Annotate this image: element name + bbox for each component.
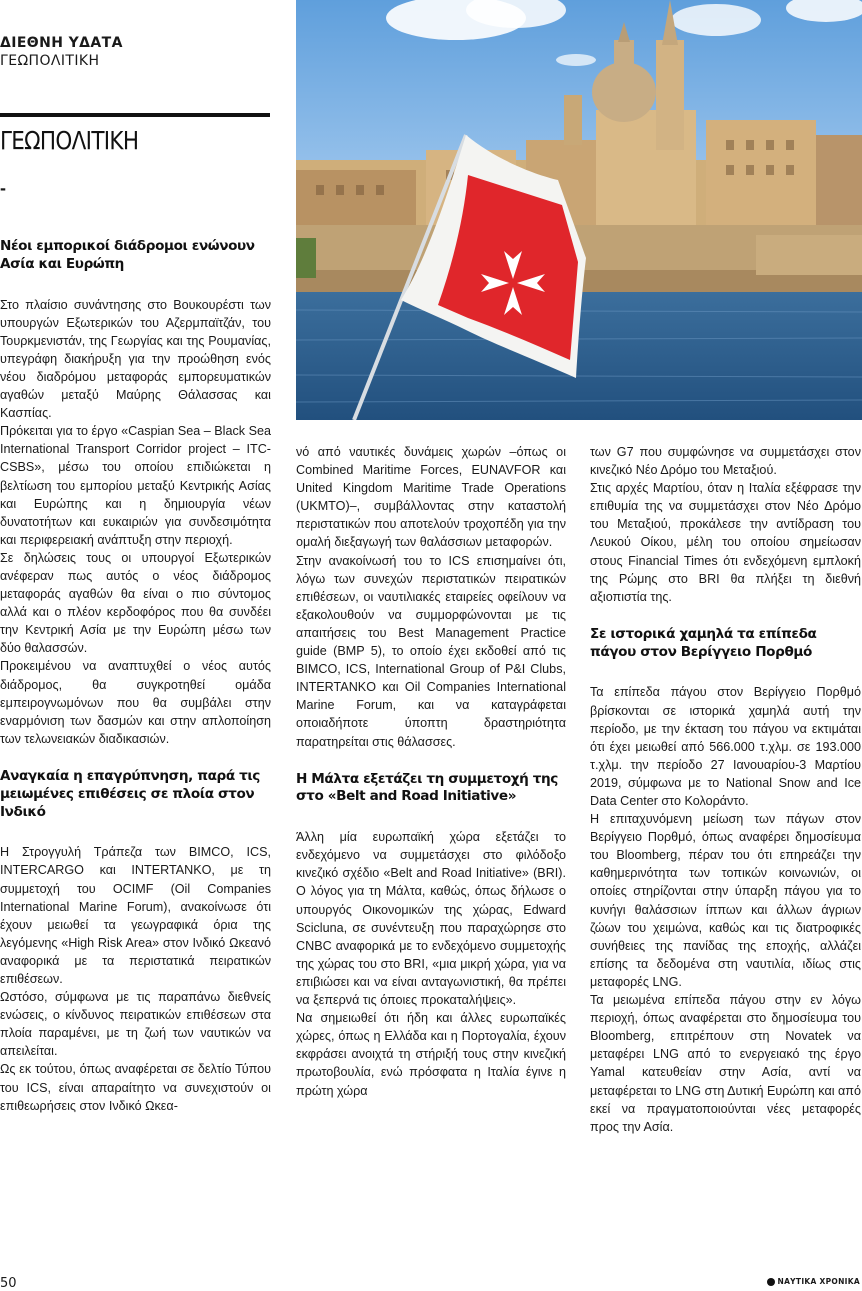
article-column-3 [590,443,861,1136]
section-name: ΔΙΕΘΝΗ ΥΔΑΤΑ [0,35,123,51]
title-dash: - [0,178,6,198]
paragraph: Σε δηλώσεις τους οι υπουργοί Εξωτερικών ανέφεραν πως αυτός ο νέος διάδρομος μεταφοράς αγαθών θα είναι ο πιο σύντομος αλλά και ο πλέον κερδοφόρος που θα συνδέει την Κεντρική Ασία με την Ευρώπη μέσω των δύο θαλασσών. [0,550,271,656]
paragraph: Τα επίπεδα πάγου στον Βερίγγειο Πορθμό βρίσκονται σε ιστορικά χαμηλά αυτή την περίοδο, με την έκταση του πάγου να εκτιμάται ότι έχει μειωθεί από 566.000 τ.χλμ. σε 193.000 τ.χλμ. την περίοδο 27 Ιανουαρίου-3 Μαρτίου 2019, σύμφωνα με το National Snow and Ice Data Center στο Κολοράντο. [590,685,861,808]
paragraph: Στο πλαίσιο συνάντησης στο Βουκουρέστι των υπουργών Εξωτερικών του Αζερμπαϊτζάν, του Τουρκμενιστάν, της Γεωργίας και της Ρουμανίας, υπεγράφη διακήρυξη για την προώθηση ενός νέου διαδρόμου μεταφοράς εμπορευματικών αγαθών μεταξύ Μαύρης Θάλασσας και Κασπίας. [0,297,271,421]
brand-name: ΝΑΥΤΙΚΑ ΧΡΟΝΙΚΑ [777,1277,860,1286]
paragraph: Να σημειωθεί ότι ήδη και άλλες ευρωπαϊκές χώρες, όπως η Ελλάδα και η Πορτογαλία, έχουν εκφράσει ανοιχτά τη στήριξή τους στην κινεζική πρωτοβουλία, ενώ πρόσφατα η Ιταλία έγινε η πρώτη χώρα [296,1011,566,1098]
footer-brand [767,1277,861,1286]
subsection-name: ΓΕΩΠΟΛΙΤΙΚΗ [0,53,100,69]
heading-new-trade-corridors: Νέοι εμπορικοί διάδρομοι ενώνουν Ασία και Ευρώπη [0,238,255,272]
article-column-2 [296,443,566,1100]
brand-logo-icon [767,1278,775,1286]
paragraph: Τα μειωμένα επίπεδα πάγου στην εν λόγω περιοχή, όπως αναφέρεται στο δημοσίευμα του Bloomberg, επιτρέπουν στη Novatek να μεταφέρει LNG από το ενεργειακό της έργο Yamal κατευθείαν στην Ασία, αντί να μεταφέρεται το LNG στη Δυτική Ευρώπη και από εκεί να πραγματοποιούνται νέες μεταφορές προς την Ασία. [590,993,861,1134]
page-number: 50 [0,1276,17,1291]
paragraph: Η επιταχυνόμενη μείωση των πάγων στον Βερίγγειο Πορθμό, όπως αναφέρει δημοσίευμα του Bloomberg, πέραν του ότι επηρεάζει την καθημερινότητα των τοπικών κοινωνιών, οι οποίες στηρίζονται στην ύπαρξη πάγου για το κυνήγι θαλάσσιων ίππων και άλλων άγριων ζώων του χειμώνα, καθώς και τις διατροφικές συνήθειες της πανίδας της εποχής, αλλάζει επίσης τα δεδομένα στη ναυτιλία, ιδίως στις μεταφορές LNG. [590,812,861,989]
heading-malta-belt-and-road: Η Μάλτα εξετάζει τη συμμετοχή της στο «Belt and Road Initiative» [296,770,558,805]
paragraph: Στις αρχές Μαρτίου, όταν η Ιταλία εξέφρασε την επιθυμία της να συμμετάσχει στον Νέο Δρόμο του Μεταξιού, προκάλεσε την αντίδραση του Λευκού Οίκου, μέλη του οποίου σημείωσαν στους Financial Times ότι ενδεχόμενη εμπλοκή της Ρώμης στο BRI θα πλήξει τη διεθνή αξιοπιστία της. [590,481,861,604]
heading-bering-strait-ice: Σε ιστορικά χαμηλά τα επίπεδα πάγου στον Βερίγγειο Πορθμό [590,625,817,660]
section-header [0,34,270,70]
paragraph: νό από ναυτικές δυνάμεις χωρών –όπως οι Combined Maritime Forces, EUNAVFOR και United Kingdom Maritime Trade Operations (UKMTO)–, συμβάλλοντας στην καταστολή περιστατικών που αποτελούν τροχοπέδη για την ομαλή διεξαγωγή των θαλάσσιων μεταφορών. [296,445,566,550]
paragraph: των G7 που συμφώνησε να συμμετάσχει στον κινεζικό Νέο Δρόμο του Μεταξιού. [590,445,861,478]
paragraph: Άλλη μία ευρωπαϊκή χώρα εξετάζει το ενδεχόμενο να συμμετάσχει στο φιλόδοξο κινεζικό σχέδιο «Belt and Road Initiative» (BRI). Ο λόγος για τη Μάλτα, καθώς, όπως δήλωσε ο υπουργός Οικονομικών της χώρας, Edward Scicluna, σε συνέντευξη που παραχώρησε στο CNBC αναφορικά με το ενδεχόμενο συμμετοχής της χώρας του στο BRI, «μια μικρή χώρα, για να επιβιώσει και να είναι ανταγωνιστική, θα πρέπει να ξεπερνά τις όποιες προκαταλήψεις». [296,830,566,1008]
malta-flag-photo [296,0,862,420]
paragraph: Πρόκειται για το έργο «Caspian Sea – Black Sea International Transport Corridor project – ITC-CSBS», μέσω του οποίου επιδιώκεται η βελτίωση του εμπορίου μεταξύ Κεντρικής Ασίας και Ευρώπης και η δημιουργία νέων δυνατοτήτων και ευκαιριών για συνδεσιμότητα και περιφερειακή ανάπτυξη στην περιοχή. [0,424,271,547]
paragraph: Ως εκ τούτου, όπως αναφέρεται σε δελτίο Τύπου του ICS, είναι απαραίτητο να συνεχιστούν οι επιθεωρήσεις στον Ινδικό Ωκεα- [0,1062,271,1113]
title-rule [0,113,270,117]
page-title: ΓΕΩΠΟΛΙΤΙΚΗ [0,126,139,155]
paragraph: Ωστόσο, σύμφωνα με τις παραπάνω διεθνείς ενώσεις, ο κίνδυνος πειρατικών επιθέσεων στα πλοία παραμένει, με τη ζωή των ναυτικών να απειλείται. [0,990,271,1059]
heading-indian-ocean-piracy: Αναγκαία η επαγρύπνηση, παρά τις μειωμένες επιθέσεις σε πλοία στον Ινδικό [0,767,260,820]
paragraph: Στην ανακοίνωσή του το ICS επισημαίνει ότι, λόγω των συνεχών περιστατικών πειρατικών επιθέσεων, οι ναυτιλιακές εταιρείες οφείλουν να εξακολουθούν να συμμορφώνονται με τις απαιτήσεις του Best Management Practice guide (BMP 5), το οποίο έχει εκδοθεί από τις BIMCO, ICS, International Group of P&I Clubs, INTERTANKO και Oil Companies International Marine Forum, και να καταγράφεται οποιαδήποτε ύποπτη δραστηριότητα παρατηρείται στις θάλασσες. [296,553,566,749]
paragraph: Η Στρογγυλή Τράπεζα των BIMCO, ICS, INTERCARGO και INTERTANKO, με τη συμμετοχή του OCIMF (Oil Companies International Marine Forum), ανακοίνωσε ότι έχουν μειωθεί τα γεωγραφικά όρια της λεγόμενης «High Risk Area» στον Ινδικό Ωκεανό αναφορικά με τα περιστατικά πειρατικών επιθέσεων. [0,845,271,986]
article-column-1 [0,238,271,1115]
paragraph: Προκειμένου να αναπτυχθεί ο νέος αυτός διάδρομος, θα συγκροτηθεί ομάδα εμπειρογνωμόνων που θα συμβάλει στην εναρμόνιση των δασμών και στην απλοποίηση των τελωνειακών διαδικασιών. [0,659,271,746]
